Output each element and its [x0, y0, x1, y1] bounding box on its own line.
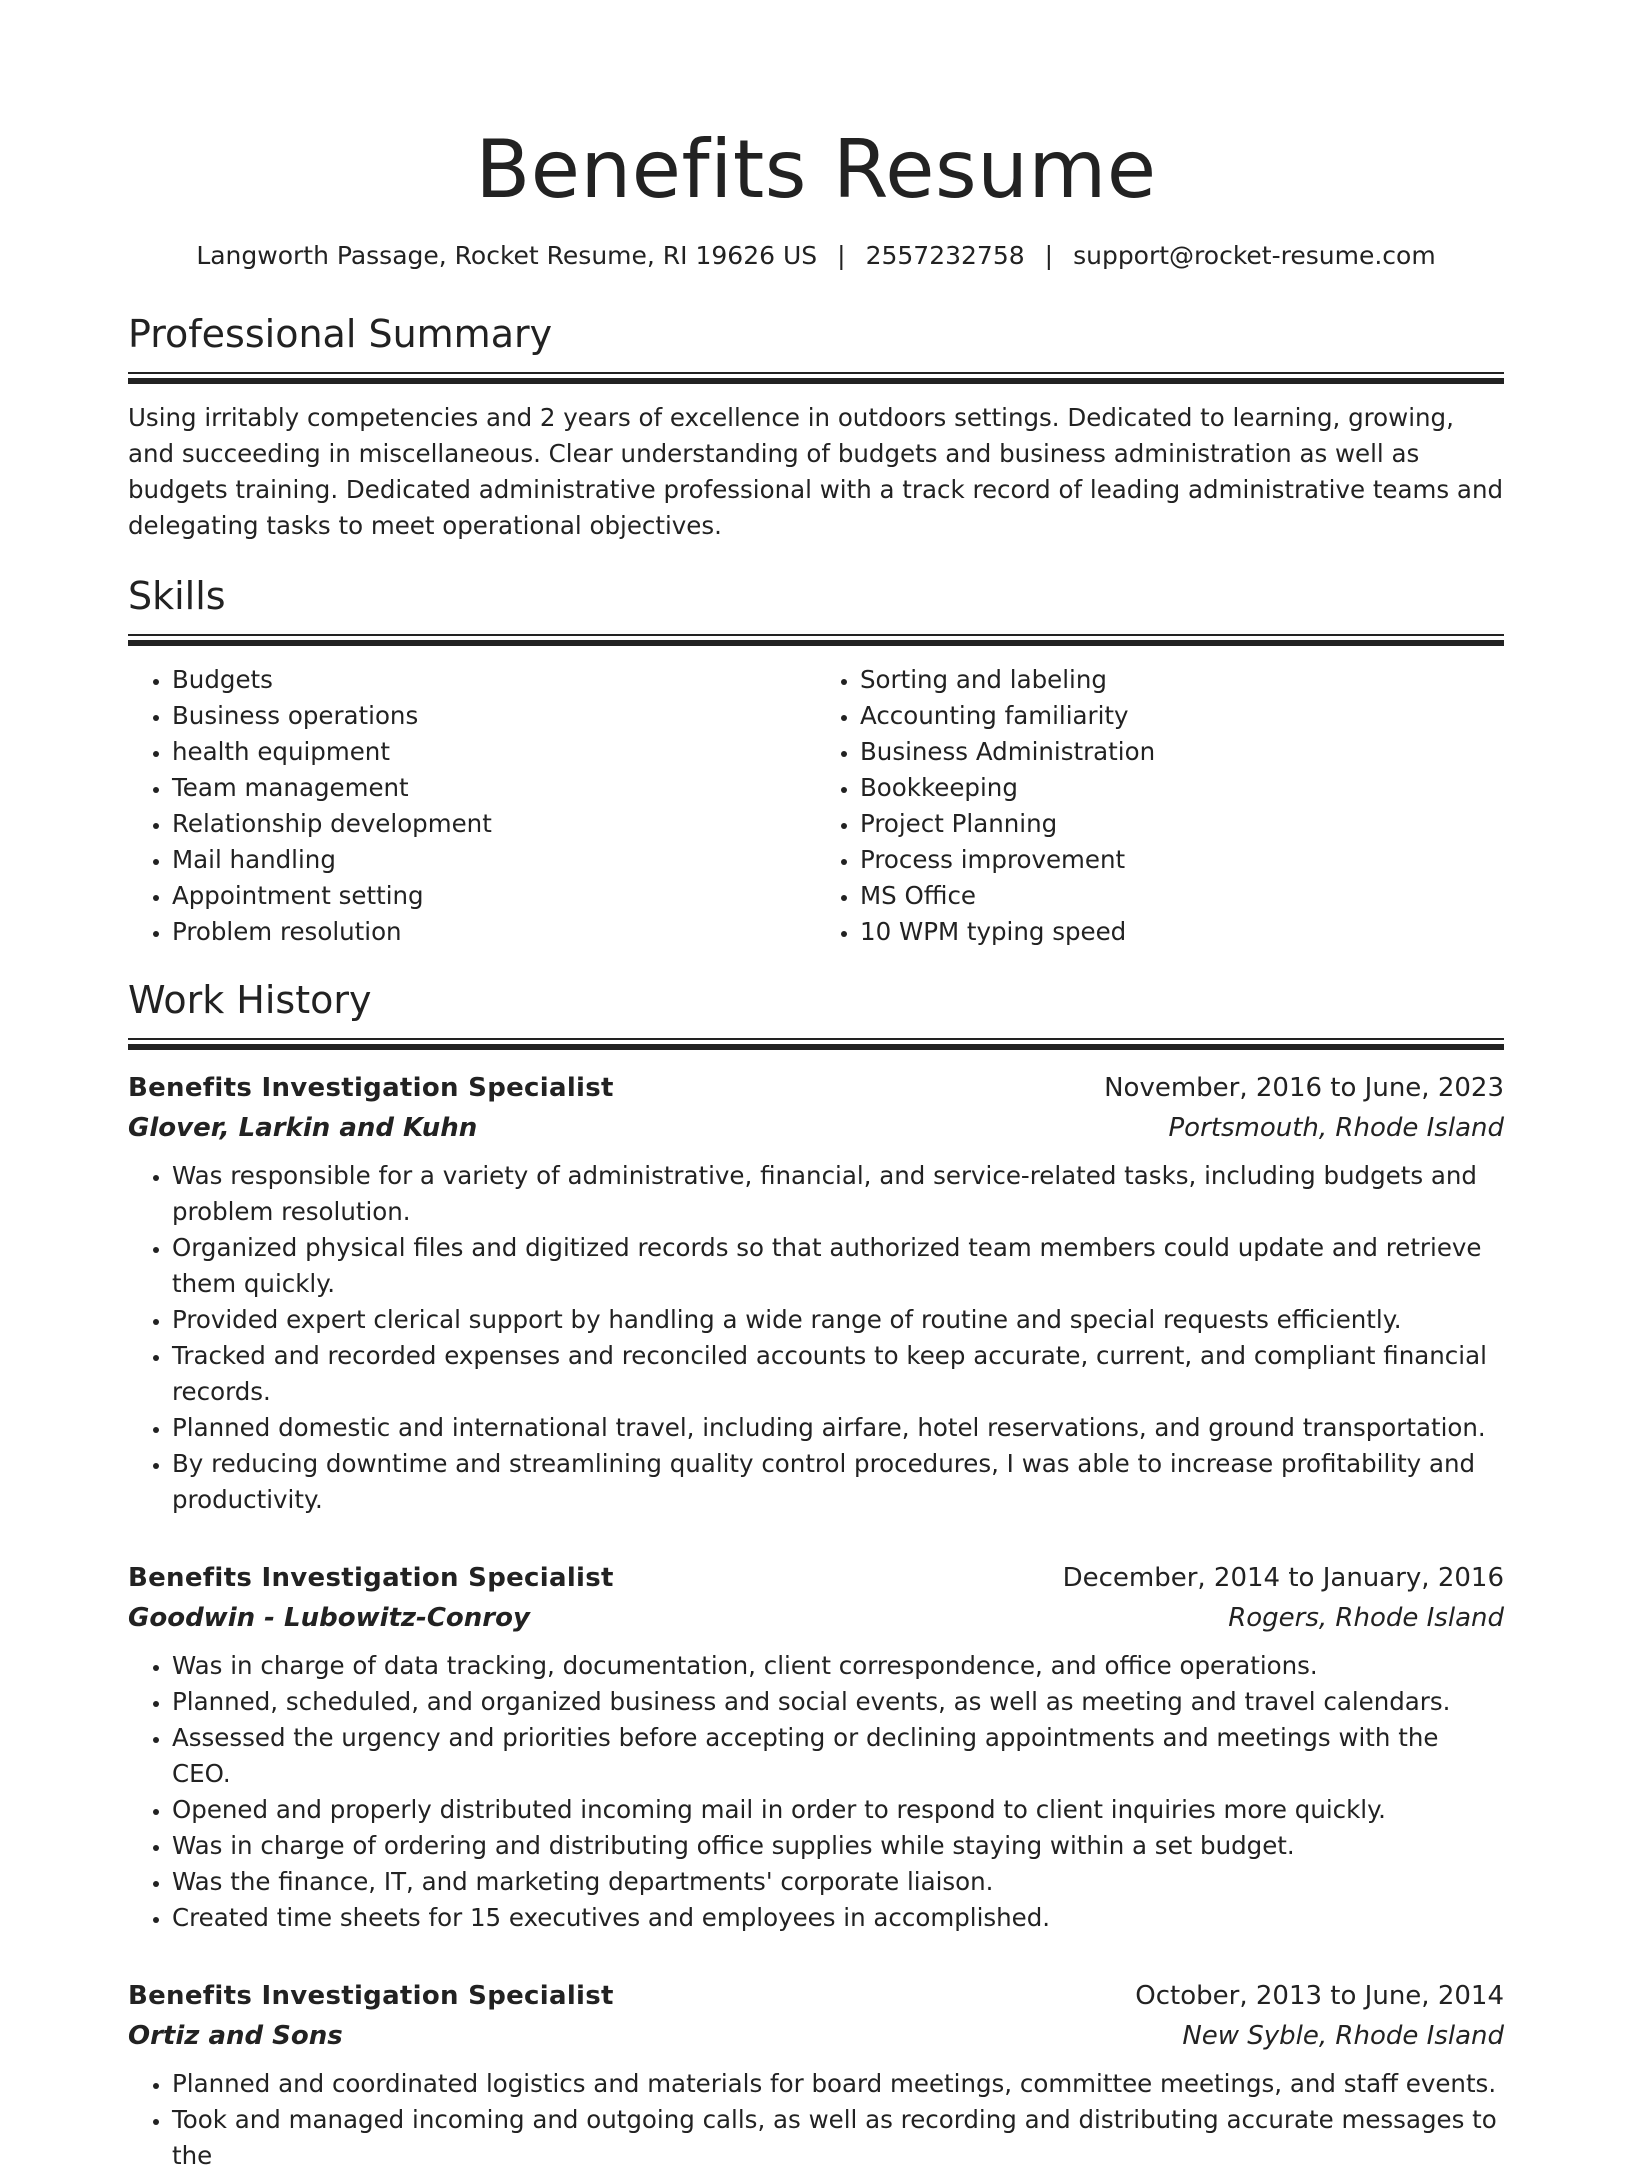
summary-section — [128, 310, 1504, 544]
job-bullet: • Planned and coordinated logistics and materials for board meetings, committee meetings, and staff events. — [172, 2066, 1504, 2102]
contact-separator: | — [837, 241, 846, 270]
contact-separator: | — [1044, 241, 1054, 270]
contact-phone: 2557232758 — [865, 241, 1025, 270]
job-dates: December, 2014 to January, 2016 — [1062, 1563, 1504, 1593]
job-bullet: • Was responsible for a variety of administrative, financial, and service-related tasks, including budgets and problem resolution. — [172, 1158, 1504, 1230]
job-location: New Syble, Rhode Island — [1182, 2021, 1504, 2051]
job-bullet: • Provided expert clerical support by handling a wide range of routine and special requests efficiently. — [172, 1302, 1504, 1338]
contact-email: support@rocket-resume.com — [1073, 241, 1436, 270]
job-bullet: • By reducing downtime and streamlining quality control procedures, I was able to increase profitability and productivity. — [172, 1446, 1504, 1518]
skill-item: • health equipment — [172, 734, 816, 770]
job-company-row — [128, 1598, 1504, 1638]
skill-item: • Process improvement — [860, 842, 1504, 878]
job-bullet: • Was in charge of ordering and distributing office supplies while staying within a set budget. — [172, 1828, 1504, 1864]
skill-item: • Appointment setting — [172, 878, 816, 914]
job-header-row — [128, 1976, 1504, 2016]
section-divider — [128, 372, 1504, 384]
job-bullets — [128, 2066, 1504, 2174]
job-dates: November, 2016 to June, 2023 — [1104, 1073, 1504, 1103]
section-heading-work: Work History — [128, 978, 372, 1022]
skills-list-right — [816, 662, 1504, 950]
skill-item: • Mail handling — [172, 842, 816, 878]
skill-item: • Problem resolution — [172, 914, 816, 950]
work-history-section — [128, 976, 1504, 2174]
skill-item: • Business operations — [172, 698, 816, 734]
section-heading-skills: Skills — [128, 574, 226, 618]
section-divider — [128, 634, 1504, 646]
contact-line — [128, 240, 1504, 272]
job-bullet: • Assessed the urgency and priorities before accepting or declining appointments and meetings with the CEO. — [172, 1720, 1504, 1792]
job-dates: October, 2013 to June, 2014 — [1135, 1981, 1504, 2011]
skills-columns — [128, 662, 1504, 950]
job-bullet: • Tracked and recorded expenses and reconciled accounts to keep accurate, current, and compliant financial records. — [172, 1338, 1504, 1410]
skills-list-left — [128, 662, 816, 950]
summary-text: Using irritably competencies and 2 years of excellence in outdoors settings. Dedicated to learning, growing, and succeeding in miscellaneous. Clear understanding of budgets and business administration as well as budgets training. Dedicated administrative professional with a track record of leading administrative teams and delegating tasks to meet operational objectives. — [128, 403, 1504, 540]
job-title: Benefits Investigation Specialist — [128, 1073, 614, 1103]
job-bullet: • Organized physical files and digitized records so that authorized team members could update and retrieve them quickly. — [172, 1230, 1504, 1302]
job-location: Rogers, Rhode Island — [1228, 1603, 1504, 1633]
job-header-row — [128, 1558, 1504, 1598]
resume-title: Benefits Resume — [475, 123, 1157, 216]
skill-item: • Bookkeeping — [860, 770, 1504, 806]
section-divider — [128, 1038, 1504, 1050]
skill-item: • Project Planning — [860, 806, 1504, 842]
skill-item: • Sorting and labeling — [860, 662, 1504, 698]
section-heading-summary: Professional Summary — [128, 312, 553, 356]
job-company-row — [128, 2016, 1504, 2056]
job-company: Ortiz and Sons — [128, 2021, 343, 2051]
skill-item: • Business Administration — [860, 734, 1504, 770]
job-bullet: • Was the finance, IT, and marketing departments' corporate liaison. — [172, 1864, 1504, 1900]
job-bullet: • Took and managed incoming and outgoing calls, as well as recording and distributing accurate messages to the — [172, 2102, 1504, 2174]
skill-item: • 10 WPM typing speed — [860, 914, 1504, 950]
job-entry — [128, 1068, 1504, 1518]
job-bullets — [128, 1648, 1504, 1936]
job-title: Benefits Investigation Specialist — [128, 1981, 614, 2011]
job-bullet: • Created time sheets for 15 executives and employees in accomplished. — [172, 1900, 1504, 1936]
skill-item: • Relationship development — [172, 806, 816, 842]
job-bullet: • Was in charge of data tracking, documentation, client correspondence, and office operations. — [172, 1648, 1504, 1684]
skill-item: • Budgets — [172, 662, 816, 698]
job-bullet: • Opened and properly distributed incoming mail in order to respond to client inquiries more quickly. — [172, 1792, 1504, 1828]
job-company: Glover, Larkin and Kuhn — [128, 1113, 478, 1143]
job-location: Portsmouth, Rhode Island — [1168, 1113, 1504, 1143]
job-bullet: • Planned, scheduled, and organized business and social events, as well as meeting and travel calendars. — [172, 1684, 1504, 1720]
job-title: Benefits Investigation Specialist — [128, 1563, 614, 1593]
job-bullet: • Planned domestic and international travel, including airfare, hotel reservations, and ground transportation. — [172, 1410, 1504, 1446]
job-company: Goodwin - Lubowitz-Conroy — [128, 1603, 530, 1633]
job-bullets — [128, 1158, 1504, 1518]
contact-address: Langworth Passage, Rocket Resume, RI 19626 US — [196, 241, 818, 270]
job-entry — [128, 1558, 1504, 1936]
job-header-row — [128, 1068, 1504, 1108]
job-company-row — [128, 1108, 1504, 1148]
skill-item: • MS Office — [860, 878, 1504, 914]
job-entry — [128, 1976, 1504, 2174]
skill-item: • Team management — [172, 770, 816, 806]
skill-item: • Accounting familiarity — [860, 698, 1504, 734]
skills-section — [128, 572, 1504, 950]
